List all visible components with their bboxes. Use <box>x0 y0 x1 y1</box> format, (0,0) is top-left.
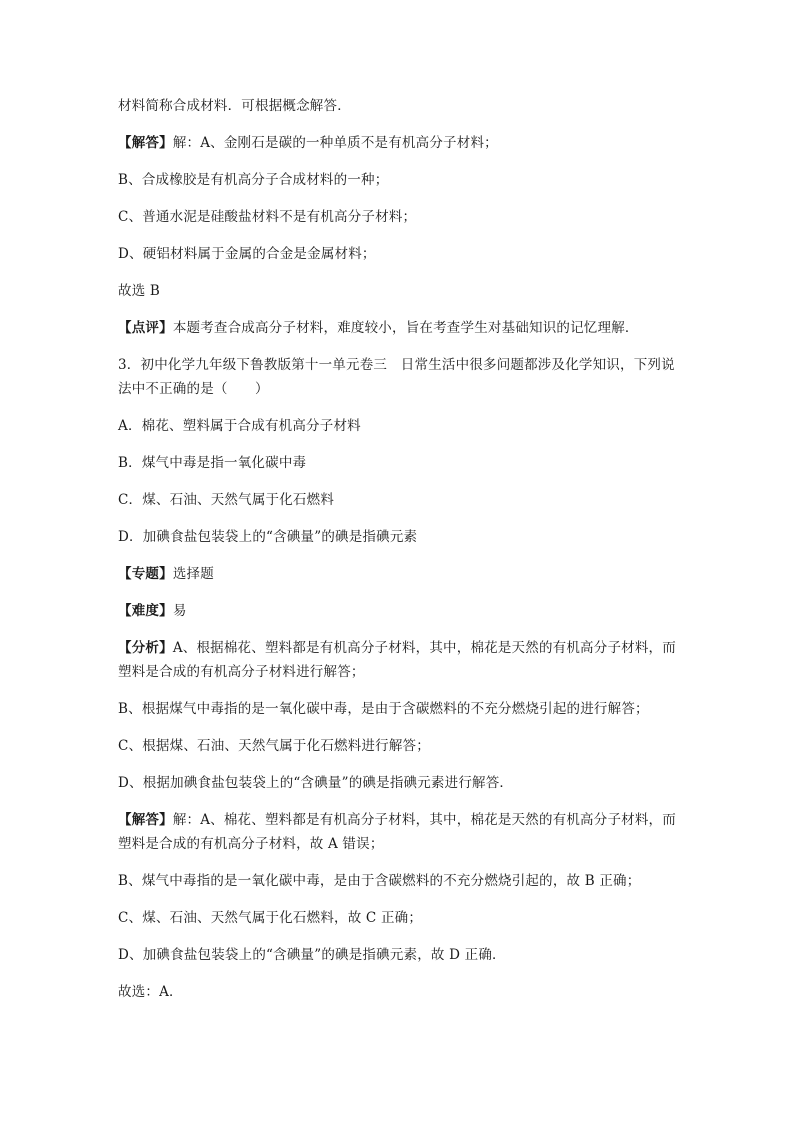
line-text: 解：A、棉花、塑料都是有机高分子材料，其中，棉花是天然的有机高分子材料，而塑料是合成的有机高分子材料，故 A 错误； <box>118 812 676 852</box>
line-text: C、煤、石油、天然气属于化石燃料，故 C 正确； <box>118 910 423 926</box>
difficulty-line <box>118 599 688 623</box>
line-text: D、根据加碘食盐包装袋上的“含碘量”的碘是指碘元素进行解答． <box>118 775 514 791</box>
line-text: 本题考查合成高分子材料，难度较小，旨在考查学生对基础知识的记忆理解． <box>172 320 639 336</box>
text-line <box>118 697 688 721</box>
option-d <box>118 525 688 549</box>
text-line <box>118 771 688 795</box>
option-b <box>118 451 688 475</box>
line-text: B、合成橡胶是有机高分子合成材料的一种； <box>118 172 389 188</box>
line-text: 材料简称合成材料．可根据概念解答． <box>118 98 351 114</box>
line-text: 3．初中化学九年级下鲁教版第十一单元卷三 日常生活中很多问题都涉及化学知识，下列说法中不正确的是（ ） <box>118 357 675 397</box>
document-body <box>118 94 688 1017</box>
line-text: 故选：A． <box>118 984 183 1000</box>
text-line <box>118 94 688 118</box>
line-text: B、根据煤气中毒指的是一氧化碳中毒，是由于含碳燃料的不充分燃烧引起的进行解答； <box>118 701 649 717</box>
text-line <box>118 242 688 266</box>
analysis-tag: 【分析】 <box>118 640 173 656</box>
line-text: 选择题 <box>172 566 214 582</box>
answer-line <box>118 808 688 856</box>
review-line <box>118 316 688 340</box>
line-text: C．煤、石油、天然气属于化石燃料 <box>118 492 335 508</box>
line-text: C、根据煤、石油、天然气属于化石燃料进行解答； <box>118 738 430 754</box>
option-c <box>118 488 688 512</box>
line-text: B．煤气中毒是指一氧化碳中毒 <box>118 455 307 471</box>
topic-tag: 【专题】 <box>118 566 173 582</box>
final-choice <box>118 980 688 1004</box>
line-text: 易 <box>172 603 187 619</box>
line-text: D．加碘食盐包装袋上的“含碘量”的碘是指碘元素 <box>118 529 418 545</box>
line-text: 故选 B <box>118 283 161 299</box>
text-line <box>118 734 688 758</box>
line-text: C、普通水泥是硅酸盐材料不是有机高分子材料； <box>118 209 417 225</box>
text-line <box>118 205 688 229</box>
text-line <box>118 906 688 930</box>
text-line <box>118 943 688 967</box>
line-text: D、加碘食盐包装袋上的“含碘量”的碘是指碘元素，故 D 正确． <box>118 947 506 963</box>
text-line <box>118 168 688 192</box>
answer-line <box>118 131 688 155</box>
answer-tag: 【解答】 <box>118 135 173 151</box>
text-line <box>118 279 688 303</box>
line-text: A．棉花、塑料属于合成有机高分子材料 <box>118 418 361 434</box>
answer-tag: 【解答】 <box>118 812 173 828</box>
analysis-line <box>118 636 688 684</box>
topic-line <box>118 562 688 586</box>
line-text: D、硬铝材料属于金属的合金是金属材料； <box>118 246 376 262</box>
line-text: A、根据棉花、塑料都是有机高分子材料，其中，棉花是天然的有机高分子材料，而塑料是合成的有机高分子材料进行解答； <box>118 640 676 680</box>
difficulty-tag: 【难度】 <box>118 603 173 619</box>
line-text: B、煤气中毒指的是一氧化碳中毒，是由于含碳燃料的不充分燃烧引起的，故 B 正确； <box>118 873 641 889</box>
text-line <box>118 869 688 893</box>
line-text: 解：A、金刚石是碳的一种单质不是有机高分子材料； <box>172 135 498 151</box>
option-a <box>118 414 688 438</box>
question-stem <box>118 353 688 401</box>
review-tag: 【点评】 <box>118 320 173 336</box>
